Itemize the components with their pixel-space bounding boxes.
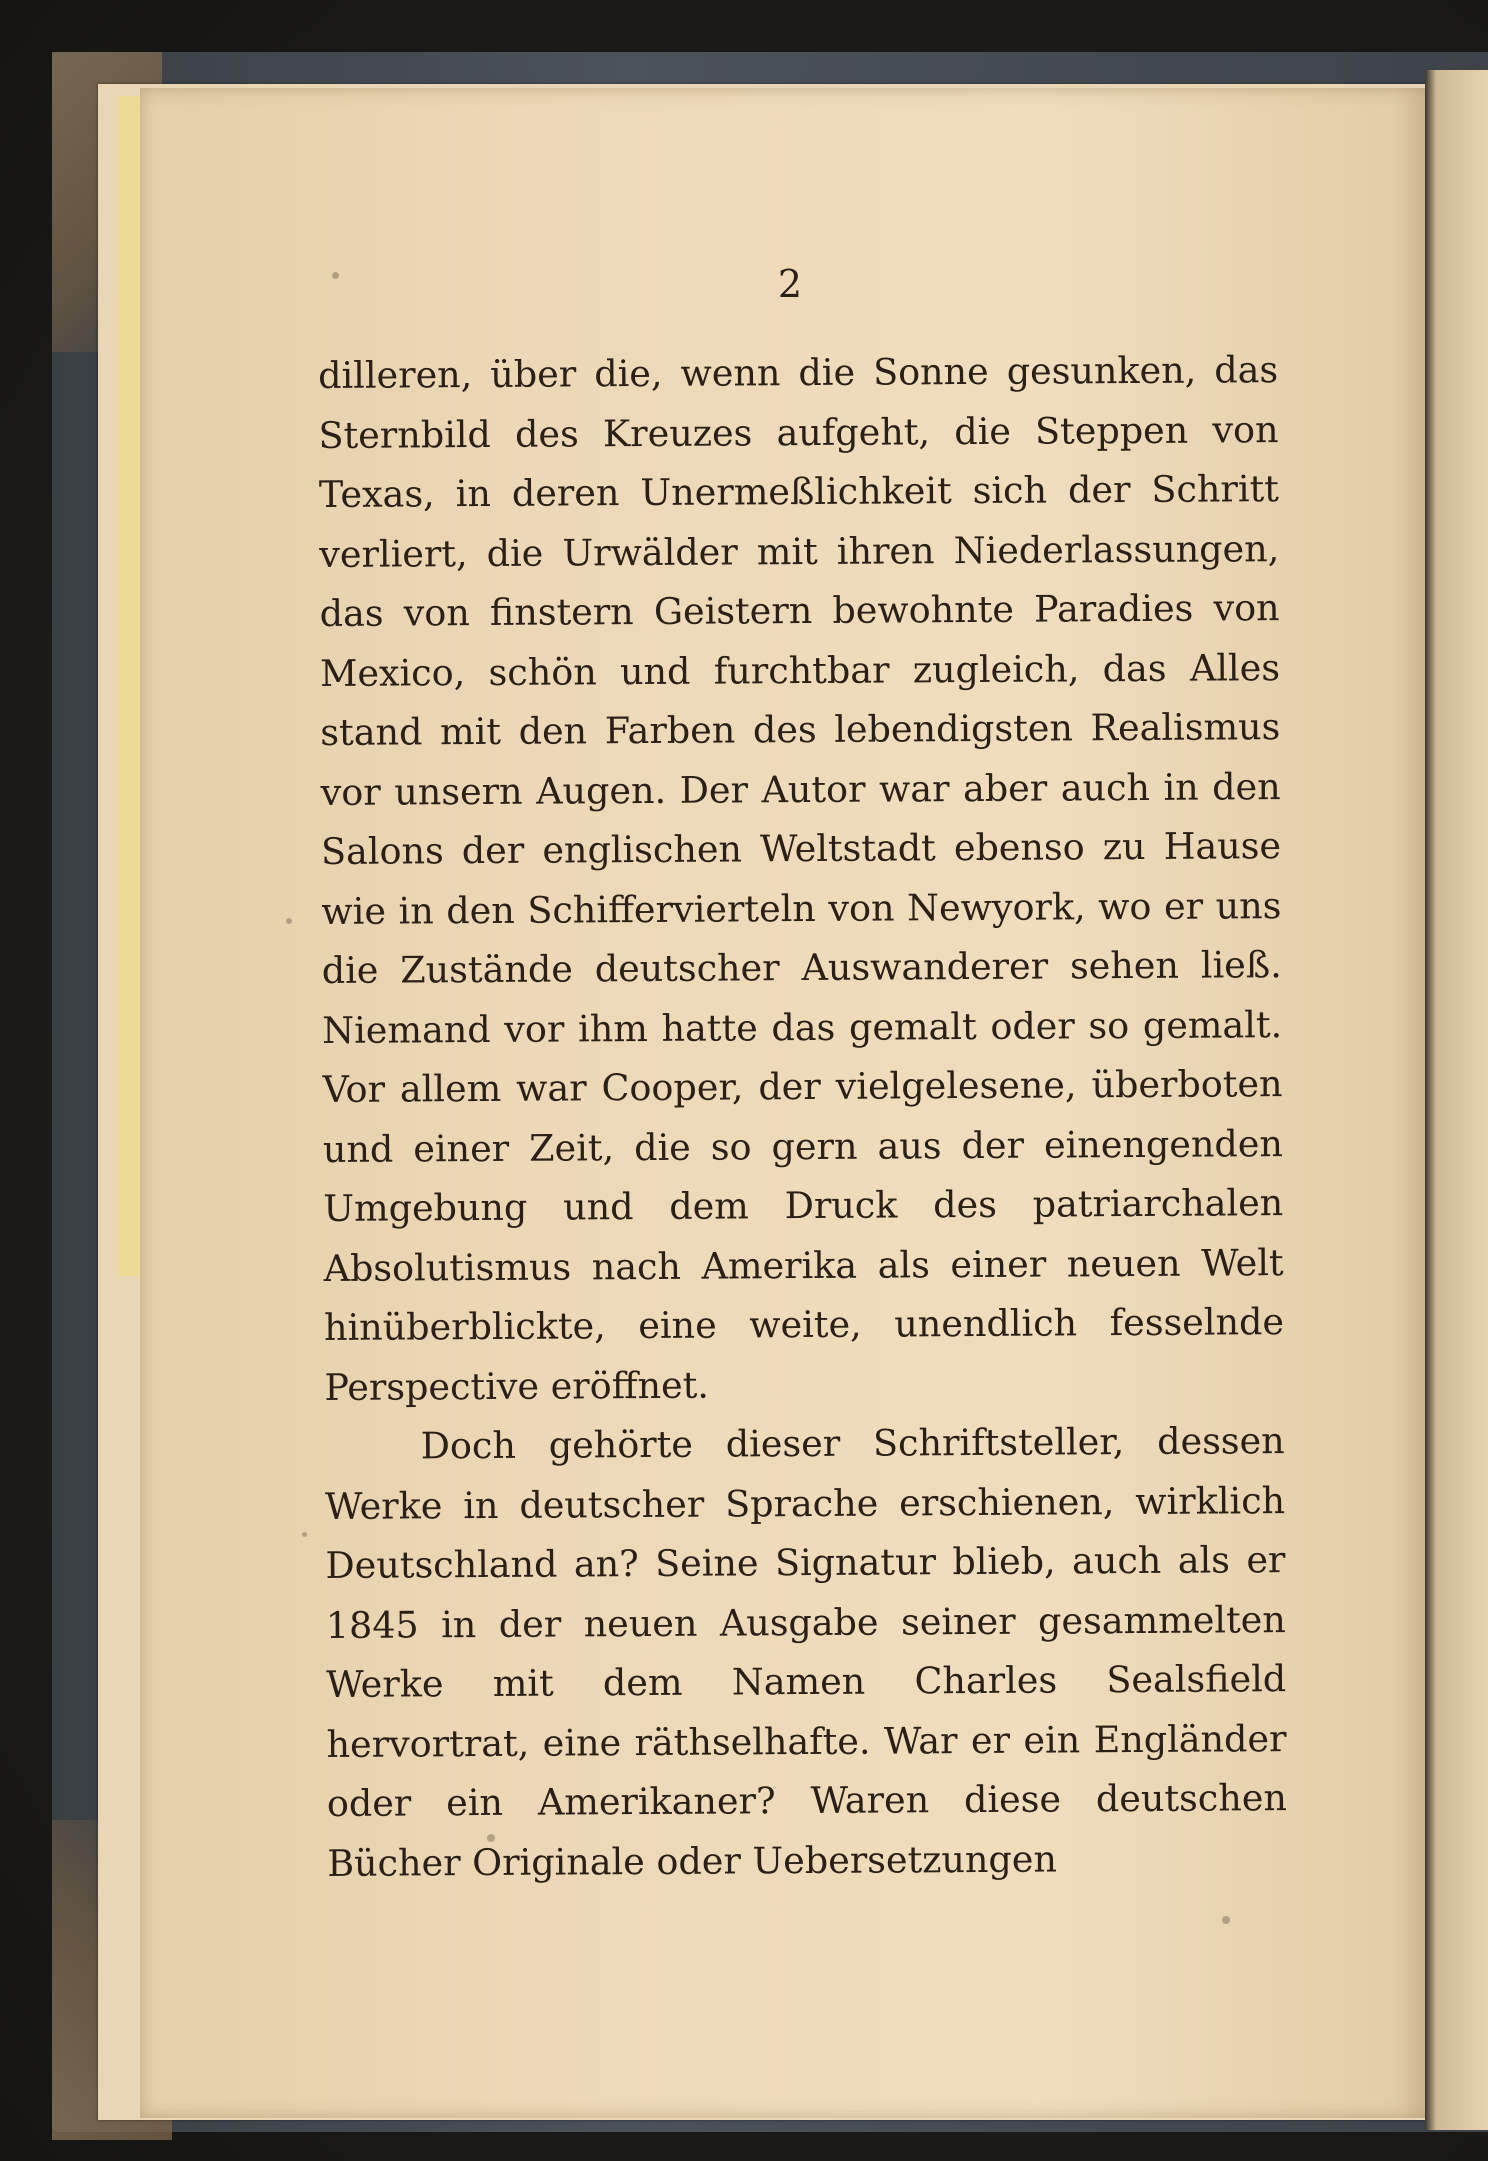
paragraph: dilleren, über die, wenn die Sonne gesunken, das Sternbild des Kreuzes aufgeht, die Steppen von Texas, in deren Unermeßlichkeit sich der Schritt verliert, die Urwälder mit ihren Niederlassungen, das von finstern Geistern bewohnte Paradies von Mexico, schön und furchtbar zugleich, das Alles stand mit den Farben des lebendigsten Realismus vor unsern Augen. Der Autor war aber auch in den Salons der englischen Weltstadt ebenso zu Hause wie in den Schiffervierteln von Newyork, wo er uns die Zustände deutscher Auswanderer sehen ließ. Niemand vor ihm hatte das gemalt oder so gemalt. Vor allem war Cooper, der vielgelesene, überboten und einer Zeit, die so gern aus der einengenden Umgebung und dem Druck des patriarchalen Absolutismus nach Amerika als einer neuen Welt hinüberblickte, eine weite, unendlich fesselnde Perspective eröffnet. xyxy=(318,348,1285,1409)
paper-spot xyxy=(302,1532,307,1537)
facing-page-edge xyxy=(1425,70,1488,2130)
body-text xyxy=(318,340,1287,1893)
paper-spot xyxy=(1222,1916,1230,1924)
page-number: 2 xyxy=(777,262,803,306)
paragraph: Doch gehörte dieser Schriftsteller, dessen Werke in deutscher Sprache erschienen, wirklich Deutschland an? Seine Signatur blieb, auch als er 1845 in der neuen Ausgabe seiner gesammelten Werke mit dem Namen Charles Sealsfield hervortrat, eine räthselhafte. War er ein Engländer oder ein Amerikaner? Waren diese deutschen Bücher Originale oder Uebersetzungen xyxy=(324,1419,1288,1885)
paper-spot xyxy=(286,918,292,924)
